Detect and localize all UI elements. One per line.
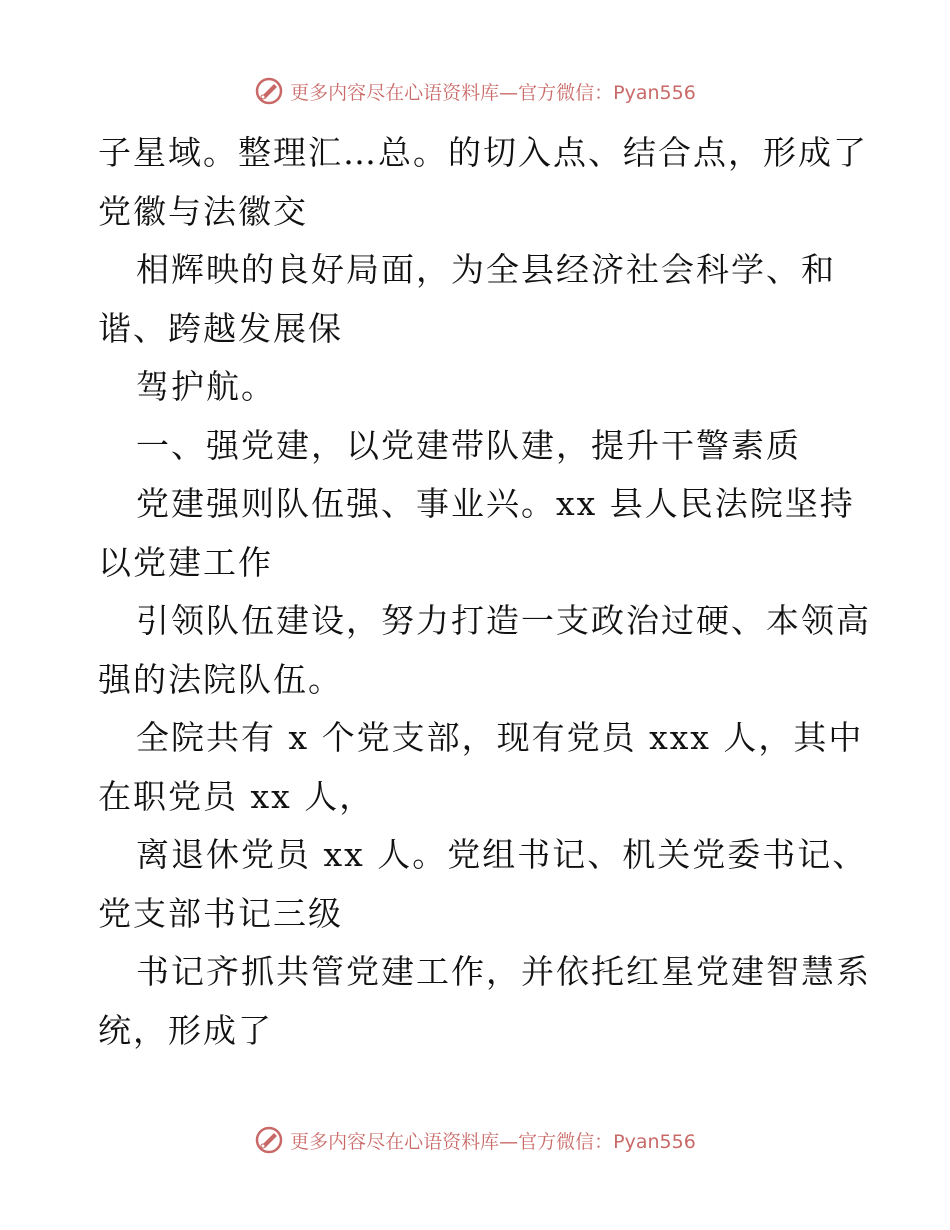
text-line: 一、强党建，以党建带队建，提升干警素质 (136, 425, 801, 465)
document-body (98, 124, 871, 1060)
watermark-text: 更多内容尽在心语资料库—官方微信：Pyan556 (290, 1130, 696, 1153)
text-line: 党建强则队伍强、事业兴。xx 县人民法院坚持 (136, 484, 855, 523)
document-paragraph (98, 124, 871, 1060)
text-line: 驾护航。 (136, 367, 276, 406)
text-line: 党徽与法徽交 (98, 191, 308, 231)
text-line: 离退休党员 xx 人。党组书记、机关党委书记、 (136, 835, 868, 874)
text-line: 以党建工作 (98, 542, 273, 582)
text-line: 书记齐抓共管党建工作，并依托红星党建智慧系 (136, 952, 871, 991)
text-line: 党支部书记三级 (98, 893, 343, 933)
watermark-text: 更多内容尽在心语资料库—官方微信：Pyan556 (290, 81, 696, 104)
text-line: 全院共有 x 个党支部，现有党员 xxx 人，其中 (136, 718, 864, 757)
header-watermark (0, 76, 950, 106)
footer-watermark (0, 1125, 950, 1155)
watermark-logo-icon (254, 76, 284, 106)
watermark-logo-icon (254, 1125, 284, 1155)
text-line: 相辉映的良好局面，为全县经济社会科学、和 (136, 250, 836, 289)
text-line: 子星域。整理汇…总。的切入点、结合点，形成了 (98, 133, 868, 172)
text-line: 引领队伍建设，努力打造一支政治过硬、本领高 (136, 601, 871, 640)
text-line: 强的法院队伍。 (98, 659, 343, 699)
text-line: 在职党员 xx 人， (98, 776, 375, 816)
text-line: 统，形成了 (98, 1010, 273, 1050)
text-line: 谐、跨越发展保 (98, 308, 343, 348)
